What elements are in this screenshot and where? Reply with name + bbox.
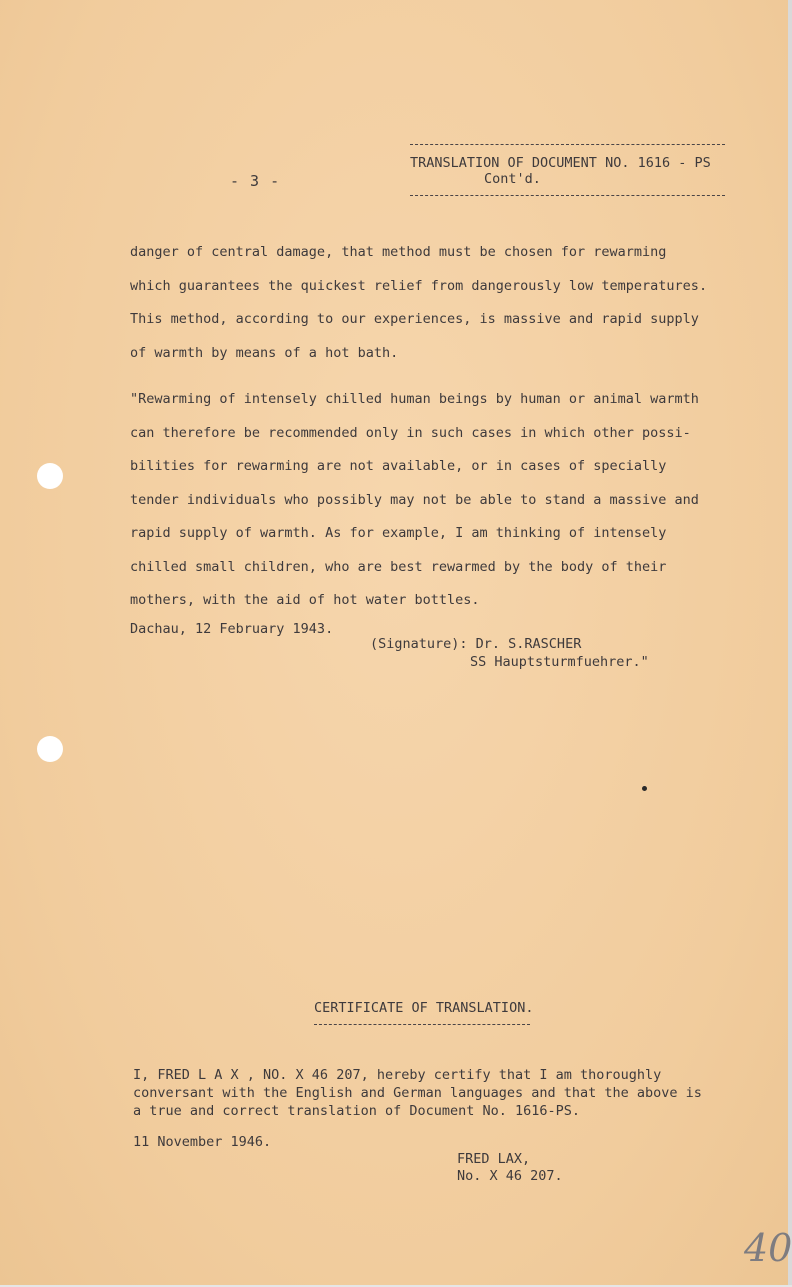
paragraph-gap: [130, 370, 730, 383]
text-line: mothers, with the aid of hot water bottles.: [130, 592, 480, 608]
paragraph-1: [130, 236, 730, 370]
signature-line: (Signature): Dr. S.RASCHER: [370, 636, 582, 652]
certificate-signer-number: No. X 46 207.: [457, 1168, 563, 1184]
scan-edge-right: [788, 0, 792, 1287]
paragraph-2: [130, 383, 730, 618]
certificate-signer-name: FRED LAX,: [457, 1151, 531, 1167]
certificate-text: [133, 1066, 702, 1120]
text-line: of warmth by means of a hot bath.: [130, 344, 399, 361]
certificate-title-rule: [314, 1024, 530, 1025]
punch-hole-bottom: [37, 736, 63, 762]
document-body: [130, 236, 730, 618]
text-line: This method, according to our experiences, is massive and rapid supply: [130, 311, 699, 327]
text-line: danger of central damage, that method must be chosen for rewarming: [130, 244, 667, 260]
text-line: rapid supply of warmth. As for example, I am thinking of intensely: [130, 525, 667, 541]
text-line: bilities for rewarming are not available, or in cases of specially: [130, 458, 667, 474]
certificate-title: CERTIFICATE OF TRANSLATION.: [314, 1000, 534, 1016]
text-line: which guarantees the quickest relief from dangerously low temperatures.: [130, 277, 708, 294]
document-header: [410, 144, 725, 196]
text-line: tender individuals who possibly may not be able to stand a massive and: [130, 491, 699, 508]
header-rule-bottom: [410, 195, 725, 196]
text-line: a true and correct translation of Document No. 1616-PS.: [133, 1103, 581, 1119]
header-title: TRANSLATION OF DOCUMENT NO. 1616 - PS: [410, 155, 711, 171]
header-rule-top: [410, 144, 725, 145]
text-line: can therefore be recommended only in such cases in which other possi-: [130, 424, 691, 441]
text-line: I, FRED L A X , NO. X 46 207, hereby certify that I am thoroughly: [133, 1067, 662, 1083]
handwritten-page-number: 40: [744, 1226, 792, 1270]
place-and-date: Dachau, 12 February 1943.: [130, 621, 334, 637]
certificate-date: 11 November 1946.: [133, 1134, 272, 1150]
ink-speck: [642, 786, 647, 791]
page-number: - 3 -: [230, 172, 281, 190]
punch-hole-top: [37, 463, 63, 489]
header-continued: Cont'd.: [484, 171, 541, 187]
text-line: conversant with the English and German languages and that the above is: [133, 1085, 702, 1101]
text-line: "Rewarming of intensely chilled human beings by human or animal warmth: [130, 391, 699, 407]
text-line: chilled small children, who are best rewarmed by the body of their: [130, 558, 667, 575]
signature-rank: SS Hauptsturmfuehrer.": [470, 654, 649, 670]
